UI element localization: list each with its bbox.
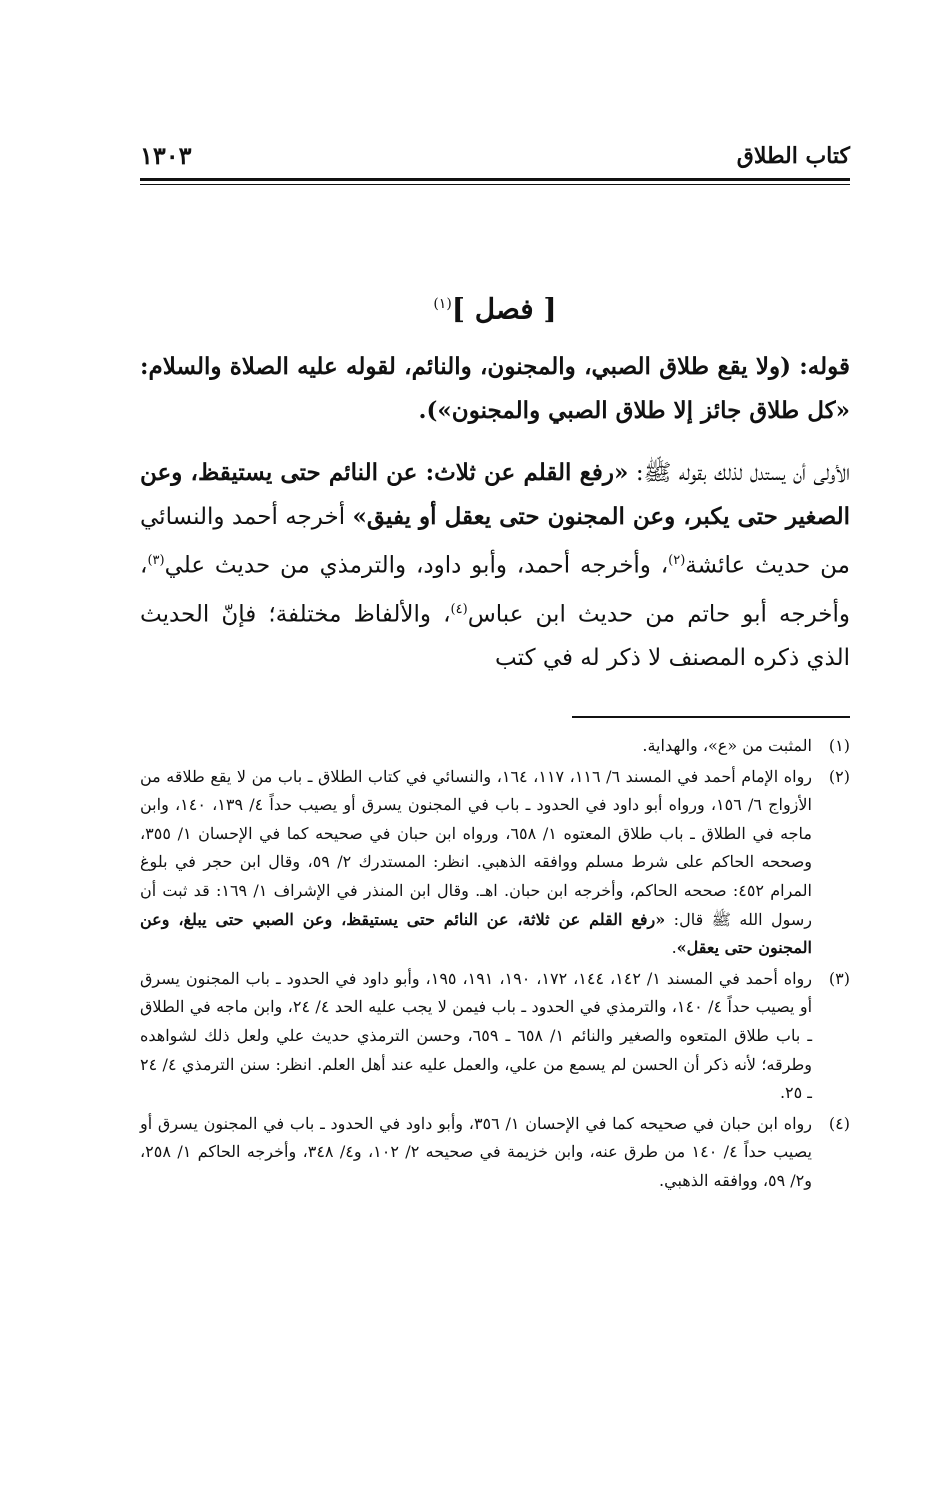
page-number: ١٣٠٣ bbox=[140, 141, 192, 170]
footnote-1 bbox=[140, 732, 850, 761]
header-rule-thin bbox=[140, 184, 850, 185]
footnote-tail: . bbox=[671, 938, 677, 958]
footnote-4 bbox=[140, 1110, 850, 1196]
footnote-2 bbox=[140, 763, 850, 963]
footnote-text: رواه الإمام أحمد في المسند ٦/ ١١٦، ١١٧، ١٦٤، والنسائي في كتاب الطلاق ـ باب من لا يقع طلاقه من الأزواج ٦/ ١٥٦، ورواه أبو داود في الحدود ـ باب في المجنون يسرق أو يصيب حداً ٤/ ١٣٩، ١٤٠، وابن ماجه في الطلاق ـ باب طلاق المعتوه ١/ ٦٥٨، ورواه ابن حبان في صحيحه كما في الإحسان ١/ ٣٥٥، وصححه الحاكم على شرط مسلم ووافقه الذهبي. انظر: المستدرك ٢/ ٥٩، وقال ابن حجر في بلوغ المرام ٤٥٢: صححه الحاكم، وأخرجه ابن حبان. اهـ. وقال ابن المنذر في الإشراف ١/ ١٦٩: قد ثبت أن رسول الله ﷺ قال: bbox=[140, 766, 813, 929]
footnote-text: رواه أحمد في المسند ١/ ١٤٢، ١٤٤، ١٧٢، ١٩٠، ١٩١، ١٩٥، وأبو داود في الحدود ـ باب المجنون يسرق أو يصيب حداً ٤/ ١٤٠، والترمذي في الحدود ـ باب فيمن لا يجب عليه الحد ٤/ ٢٤، وابن ماجه في الطلاق ـ باب طلاق المتعوه والصغير والنائم ١/ ٦٥٨ ـ ٦٥٩، وحسن الترمذي حديث علي ولعل ذلك لشواهده وطرقه؛ لأنه ذكر أن الحسن لم يسمع من علي، والعمل عليه عند أهل العلم. انظر: سنن الترمذي ٤/ ٢٤ ـ ٢٥. bbox=[140, 968, 813, 1103]
commentary-intro: الأولى أن يستدل لذلك بقوله ﷺ: bbox=[628, 460, 851, 486]
main-text bbox=[140, 345, 850, 680]
footnote-ref-4: (٤) bbox=[450, 601, 468, 617]
commentary-paragraph bbox=[140, 451, 850, 680]
footnote-number: (٤) bbox=[828, 1113, 850, 1133]
footnote-separator bbox=[572, 716, 850, 718]
footnote-ref-3: (٣) bbox=[147, 553, 165, 568]
book-title: كتاب الطلاق bbox=[736, 143, 850, 169]
footnote-text: المثبت من «ع»، والهداية. bbox=[642, 736, 812, 755]
footnote-number: (١) bbox=[828, 736, 850, 755]
commentary-part-d: ، والألفاظ مختلفة؛ فإنّ الحديث الذي ذكره المصنف لا ذكر له في كتب bbox=[140, 601, 850, 672]
running-header bbox=[140, 138, 850, 174]
footnote-number: (٢) bbox=[828, 766, 850, 786]
footnote-text-wrapper bbox=[140, 763, 812, 963]
footnote-text: رواه ابن حبان في صحيحه كما في الإحسان ١/ ٣٥٦، وأبو داود في الحدود ـ باب في المجنون يسرق أو يصيب حداً ٤/ ١٤٠ من طرق عنه، وابن خزيمة في صحيحه ٢/ ١٠٢، و٤/ ٣٤٨، وأخرجه الحاكم ١/ ٢٥٨، و٢/ ٥٩، ووافقه الذهبي. bbox=[140, 1113, 812, 1190]
section-title: [ فصل ] bbox=[451, 292, 557, 326]
hadith-text: «رفع القلم عن ثلاث: عن النائم حتى يستيقظ، وعن الصغير حتى يكبر، وعن المجنون حتى يعقل أو يفيق» bbox=[140, 459, 850, 530]
commentary-part-b: ، وأخرجه أحمد، وأبو داود، والترمذي من حديث علي bbox=[164, 552, 669, 579]
section-heading bbox=[140, 282, 850, 331]
footnotes bbox=[140, 732, 850, 1198]
footnote-ref-2: (٢) bbox=[668, 553, 686, 568]
footnote-number: (٣) bbox=[828, 968, 850, 988]
quoted-statement: قوله: (ولا يقع طلاق الصبي، والمجنون، والنائم، لقوله عليه الصلاة والسلام: «كل طلاق جائز إلا طلاق الصبي والمجنون»). bbox=[140, 353, 850, 424]
header-rule-thick bbox=[140, 178, 850, 181]
footnote-hadith-text: «رفع القلم عن ثلاثة، عن النائم حتى يستيقظ، وعن الصبي حتى يبلغ، وعن المجنون حتى يعقل» bbox=[140, 909, 812, 958]
footnote-3 bbox=[140, 965, 850, 1108]
commentary-part-c: ، وأخرجه أبو حاتم من حديث ابن عباس bbox=[140, 552, 850, 628]
commentary-part-a: أخرجه أحمد والنسائي من حديث عائشة bbox=[140, 504, 850, 579]
section-footnote-ref: (١) bbox=[433, 296, 452, 312]
